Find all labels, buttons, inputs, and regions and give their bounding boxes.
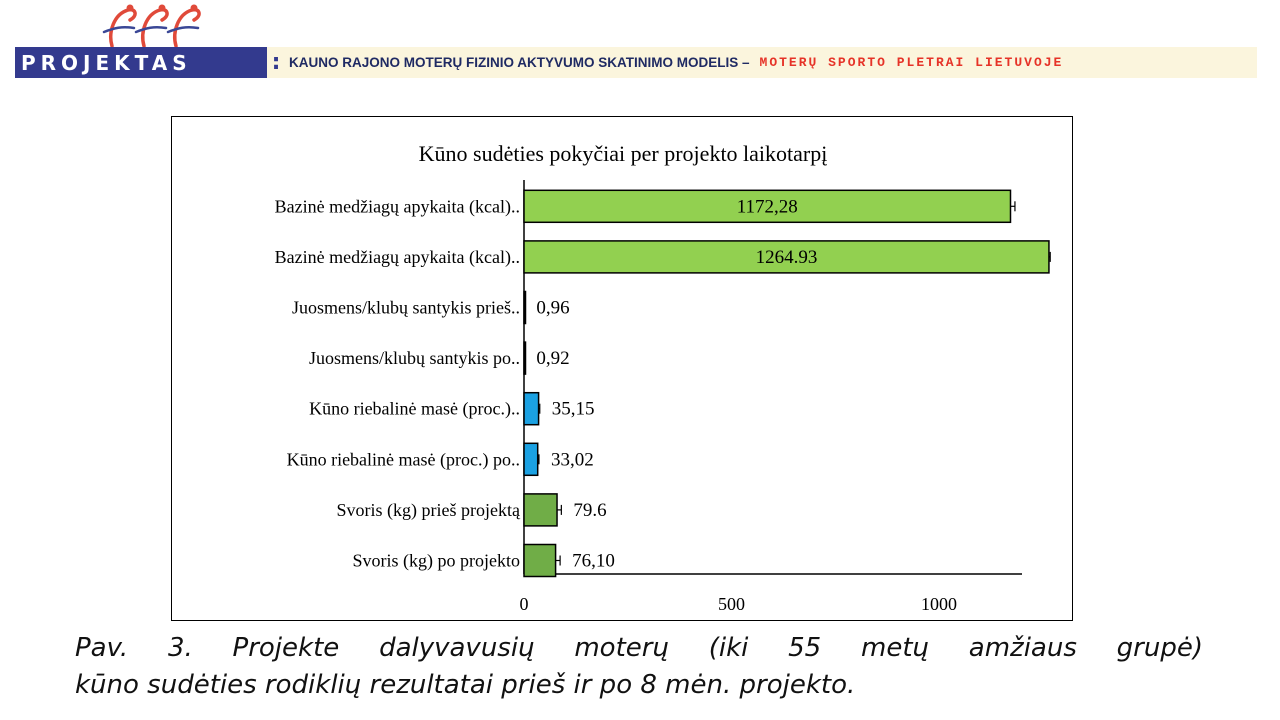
caption-word: Pav.: [75, 633, 129, 663]
bar: [524, 393, 539, 425]
bar: [524, 292, 526, 324]
chart-frame: [171, 116, 1073, 621]
project-subtitle-red: MOTERŲ SPORTO PLETRAI LIETUVOJE: [759, 55, 1064, 70]
data-label: 0,92: [536, 348, 570, 370]
caption-word: moterų: [574, 633, 669, 663]
caption-word: metų: [861, 633, 930, 663]
category-label: Kūno riebalinė masė (proc.) po..: [286, 449, 520, 470]
data-label: 79.6: [573, 499, 607, 521]
project-colon: :: [271, 50, 281, 75]
project-banner: [15, 47, 1257, 78]
data-label: 33,02: [550, 449, 594, 471]
x-tick-label: 0: [519, 594, 529, 614]
bar: [524, 342, 526, 374]
header: [0, 0, 1280, 85]
caption-word: grupė): [1116, 633, 1203, 663]
data-label: 1172,28: [736, 196, 798, 218]
caption-line-1: [75, 630, 1203, 667]
caption-word: 3.: [167, 633, 193, 663]
bar: [524, 494, 557, 526]
data-label: 35,15: [551, 398, 595, 420]
caption-word: Projekte: [232, 633, 340, 663]
bar: [524, 545, 556, 577]
data-label: 1264.93: [755, 246, 818, 268]
caption-word: dalyvavusių: [379, 633, 535, 663]
caption-word: amžiaus: [968, 633, 1077, 663]
project-subtitle: KAUNO RAJONO MOTERŲ FIZINIO AKTYVUMO SKATINIMO MODELIS –: [289, 55, 750, 70]
caption-word: (iki: [708, 633, 749, 663]
bar-chart: [172, 117, 1074, 622]
x-tick-label: 500: [718, 594, 745, 614]
logo-swirls-icon: [100, 2, 210, 50]
category-label: Svoris (kg) prieš projektą: [336, 499, 520, 520]
category-label: Bazinė medžiagų apykaita (kcal)..: [274, 196, 520, 217]
category-label: Juosmens/klubų santykis prieš..: [292, 297, 520, 318]
data-label: 0,96: [536, 297, 570, 319]
category-label: Kūno riebalinė masė (proc.)..: [309, 398, 520, 419]
caption-line-2: kūno sudėties rodiklių rezultatai prieš ir po 8 mėn. projekto.: [75, 670, 856, 700]
bar: [524, 443, 538, 475]
project-label: PROJEKTAS: [15, 47, 267, 78]
chart-title: Kūno sudėties pokyčiai per projekto laikotarpį: [418, 141, 828, 166]
data-label: 76,10: [572, 550, 615, 572]
figure-caption: [75, 630, 1203, 704]
category-label: Bazinė medžiagų apykaita (kcal)..: [274, 246, 520, 267]
caption-word: 55: [788, 633, 822, 663]
category-label: Svoris (kg) po projekto: [352, 550, 520, 571]
x-tick-label: 1000: [921, 594, 957, 614]
category-label: Juosmens/klubų santykis po..: [308, 348, 520, 369]
